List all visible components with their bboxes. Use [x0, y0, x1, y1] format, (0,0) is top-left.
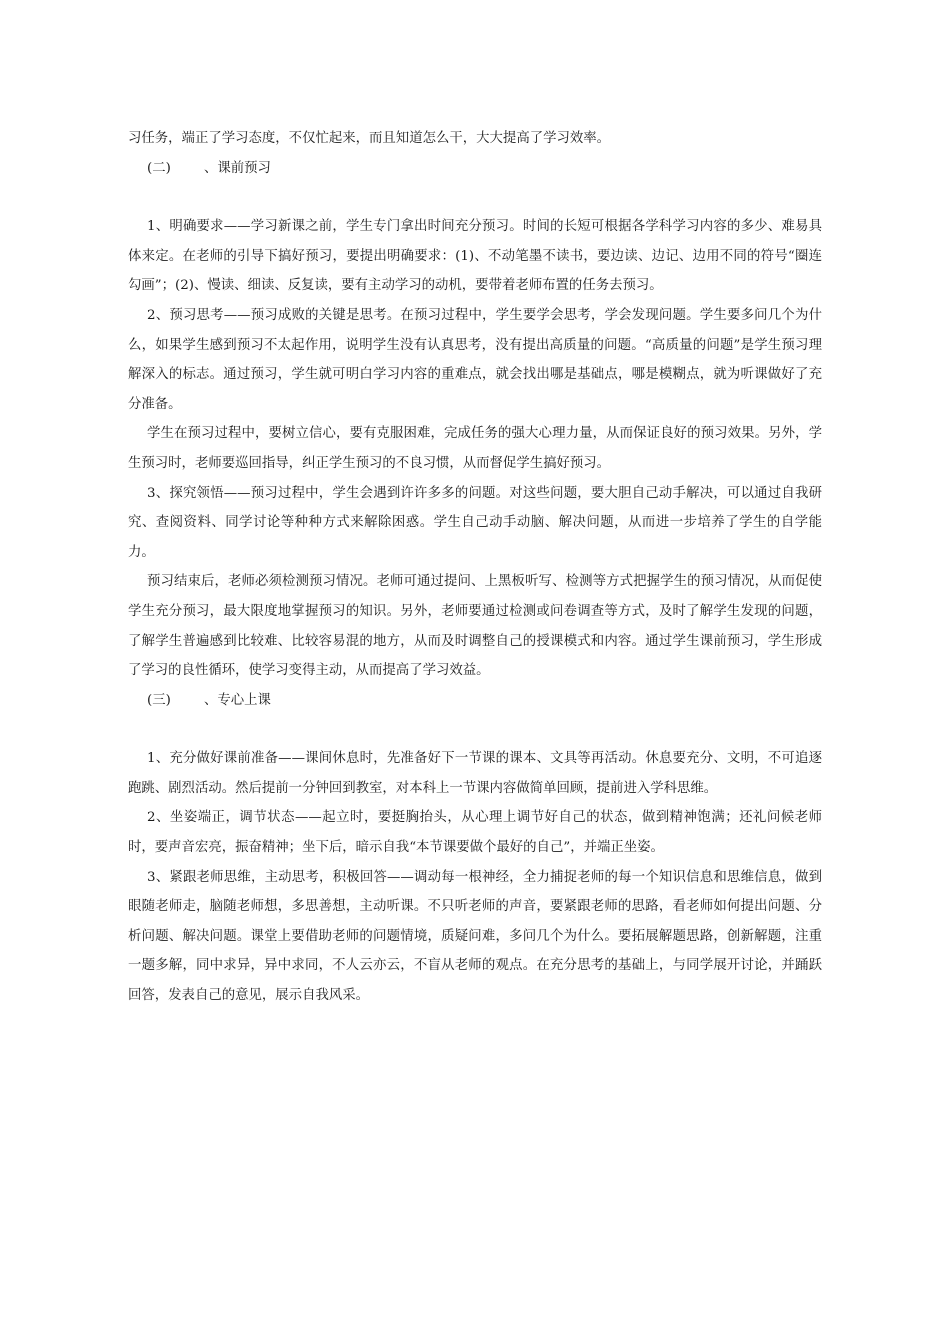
paragraph: 预习结束后，老师必须检测预习情况。老师可通过提问、上黑板听写、检测等方式把握学生的预习情况，从而促使学生充分预习，最大限度地掌握预习的知识。另外，老师要通过检测或问卷调查等方式，及时了解学生发现的问题，了解学生普遍感到比较难、比较容易混的地方，从而及时调整自己的授课模式和内容。通过学生课前预习，学生形成了学习的良性循环，使学习变得主动，从而提高了学习效益。	[128, 574, 822, 679]
section-number: (三)	[147, 692, 171, 708]
section-heading	[128, 154, 822, 184]
paragraph: 习任务，端正了学习态度，不仅忙起来，而且知道怎么干，大大提高了学习效率。	[128, 131, 611, 146]
section-number: (二)	[147, 160, 171, 176]
paragraph: 学生在预习过程中，要树立信心，要有克服困难，完成任务的强大心理力量，从而保证良好的预习效果。另外，学生预习时，老师要巡回指导，纠正学生预习的不良习惯，从而督促学生搞好预习。	[128, 426, 822, 471]
section-title: 、专心上课	[204, 692, 271, 708]
section-title: 、课前预习	[204, 160, 271, 176]
heading-spacer	[128, 715, 822, 744]
paragraph: 3、探究领悟——预习过程中，学生会遇到许许多多的问题。对这些问题，要大胆自己动手解决，可以通过自我研究、查阅资料、同学讨论等种种方式来解除困惑。学生自己动手动脑、解决问题，从而进一步培养了学生的自学能力。	[128, 485, 822, 560]
paragraph: 1、明确要求——学习新课之前，学生专门拿出时间充分预习。时间的长短可根据各学科学习内容的多少、难易具体来定。在老师的引导下搞好预习，要提出明确要求：(1)、不动笔墨不读书，要边读、边记、边用不同的符号“圈连勾画”；(2)、慢读、细读、反复读，要有主动学习的动机，要带着老师布置的任务去预习。	[128, 219, 822, 294]
document-body	[128, 124, 822, 1011]
paragraph: 2、预习思考——预习成败的关键是思考。在预习过程中，学生要学会思考，学会发现问题。学生要多问几个为什么，如果学生感到预习不太起作用，说明学生没有认真思考，没有提出高质量的问题。“高质量的问题”是学生预习理解深入的标志。通过预习，学生就可明白学习内容的重难点，就会找出哪是基础点，哪是模糊点，就为听课做好了充分准备。	[128, 307, 823, 412]
paragraph: 1、充分做好课前准备——课间休息时，先准备好下一节课的课本、文具等再活动。休息要充分、文明，不可追逐跑跳、剧烈活动。然后提前一分钟回到教室，对本科上一节课内容做简单回顾，提前进入学科思维。	[128, 751, 822, 796]
paragraph: 2、坐姿端正，调节状态——起立时，要挺胸抬头，从心理上调节好自己的状态，做到精神饱满；还礼问候老师时，要声音宏亮，振奋精神；坐下后，暗示自我“本节课要做个最好的自己”，并端正坐姿。	[128, 810, 822, 856]
section-heading	[128, 686, 822, 716]
heading-spacer	[128, 183, 822, 212]
paragraph: 3、紧跟老师思维，主动思考，积极回答——调动每一根神经，全力捕捉老师的每一个知识信息和思维信息，做到眼随老师走，脑随老师想，多思善想，主动听课。不只听老师的声音，要紧跟老师的思路，看老师如何提出问题、分析问题、解决问题。课堂上要借助老师的问题情境，质疑问难，多问几个为什么。要拓展解题思路，创新解题，注重一题多解，同中求异，异中求同，不人云亦云，不盲从老师的观点。在充分思考的基础上，与同学展开讨论，并踊跃回答，发表自己的意见，展示自我风采。	[128, 869, 822, 1004]
